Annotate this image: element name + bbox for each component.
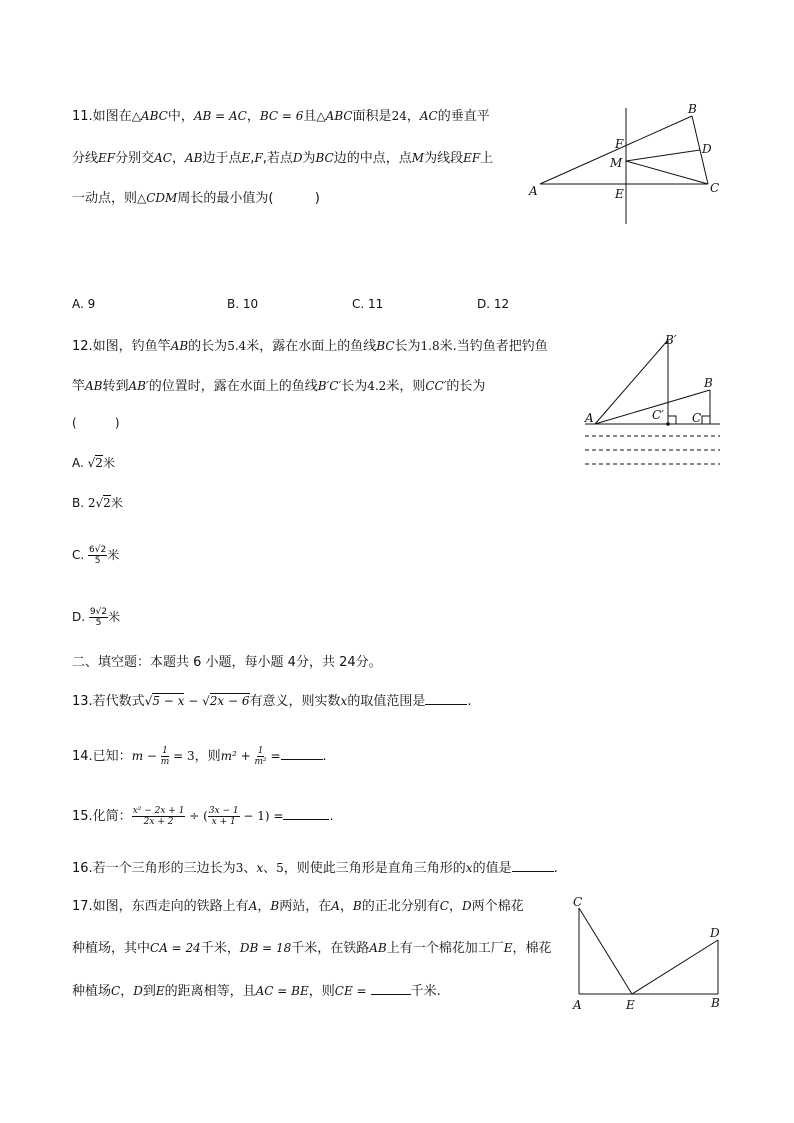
- q11-option-a[interactable]: A. 9: [72, 297, 96, 311]
- q17-label-c: C: [573, 895, 583, 909]
- q11-label-d: D: [702, 142, 712, 156]
- q14-answer-blank[interactable]: [281, 747, 323, 760]
- q17-label-b: B: [711, 996, 720, 1010]
- q12-label-c-prime: C′: [652, 408, 664, 422]
- q11-option-d[interactable]: D. 12: [477, 297, 510, 311]
- q14-fraction-1: $\frac{1}{m}$: [160, 746, 170, 767]
- q11-line2: 分线EF分别交AC，AB边于点E,F,若点D为BC边的中点，点M为线段EF上: [72, 151, 494, 166]
- q11-figure: [520, 100, 730, 230]
- q12-label-b-prime: B′: [665, 333, 677, 347]
- q11-label-e: E: [615, 187, 624, 201]
- q17-line2: 种植场，其中CA = 24千米，DB = 18千米，在铁路AB上有一个棉花加工厂E，棉花: [72, 941, 552, 956]
- q13: 13.若代数式√5 − x − √2x − 6有意义，则实数x的取值范围是 .: [72, 694, 472, 709]
- q15-fraction-2: $\frac{3x - 1}{x + 1}$: [208, 806, 239, 827]
- q17-line-de: [632, 940, 718, 994]
- q11-label-b: B: [688, 102, 697, 116]
- q17-label-a: A: [573, 998, 582, 1012]
- q11-option-b[interactable]: B. 10: [227, 297, 259, 311]
- q12-point-c-prime: [666, 422, 670, 426]
- q16: 16.若一个三角形的三边长为3、x、5，则使此三角形是直角三角形的x的值是 .: [72, 861, 558, 876]
- q13-answer-blank[interactable]: [425, 692, 467, 705]
- q11-option-c[interactable]: C. 11: [352, 297, 384, 311]
- q12-line2: 竿AB转到AB′的位置时，露在水面上的鱼线B′C′长为4.2米，则CC′的长为: [72, 379, 486, 394]
- q14-fraction-2: $\frac{1}{\text{m²}}$: [254, 746, 267, 767]
- q15-answer-blank[interactable]: [283, 807, 329, 820]
- q12-label-c: C: [692, 411, 702, 425]
- q12-option-c[interactable]: C. $\frac{6√2}{5}$ 米: [72, 545, 120, 566]
- q16-answer-blank[interactable]: [512, 859, 554, 872]
- q12-option-b[interactable]: B. 2√2米: [72, 496, 123, 510]
- q12-label-b: B: [704, 376, 713, 390]
- q12-option-d[interactable]: D. $\frac{9√2}{5}$ 米: [72, 607, 121, 628]
- q17-line-ce: [579, 908, 632, 994]
- q17-line3: 种植场C，D到E的距离相等，且AC = BE，则CE = 千米.: [72, 984, 441, 999]
- q15-fraction-1: $\frac{\text{x² − 2x + 1}}{2x + 2}$: [132, 806, 185, 827]
- q11-label-m: M: [610, 156, 623, 170]
- q11-line3: 一动点，则△CDM周长的最小值为( ): [72, 191, 320, 206]
- q12-line1: 12.如图，钓鱼竿AB的长为5.4米，露在水面上的鱼线BC长为1.8米.当钓鱼者把钓鱼: [72, 339, 548, 354]
- q12-option-c-fraction: $\frac{6√2}{5}$: [89, 545, 107, 566]
- q11-mc: [626, 161, 708, 184]
- q17-figure: [560, 890, 740, 1020]
- q17-line1: 17.如图，东西走向的铁路上有A，B两站，在A，B的正北分别有C，D两个棉花: [72, 899, 524, 914]
- q17-label-d: D: [710, 926, 720, 940]
- q12-figure: [580, 330, 730, 470]
- q11-label-c: C: [710, 181, 720, 195]
- q14: 14.已知：m − $\frac{1}{m}$ = 3，则m² + $\frac{1}{\text{m²}}$ = .: [72, 746, 327, 767]
- q11-line1: 11.如图在△ABC中，AB = AC，BC = 6且△ABC面积是24，AC的垂直平: [72, 109, 490, 124]
- q11-label-a: A: [529, 184, 538, 198]
- q12-option-a[interactable]: A. √2米: [72, 456, 115, 470]
- q12-option-d-fraction: $\frac{9√2}{5}$: [89, 607, 108, 628]
- q11-label-f: F: [615, 137, 624, 151]
- q17-label-e: E: [626, 998, 635, 1012]
- q12-label-a: A: [585, 411, 594, 425]
- q17-answer-blank[interactable]: [371, 982, 411, 995]
- q12-paren: ( ): [72, 416, 120, 430]
- q11-md: [626, 150, 700, 161]
- section-2-title: 二、填空题：本题共 6 小题，每小题 4分，共 24分。: [72, 655, 382, 670]
- q15: 15.化简： $\frac{\text{x² − 2x + 1}}{2x + 2}$ ÷ ( $\frac{3x - 1}{x + 1}$ − 1) = .: [72, 806, 334, 827]
- q12-right-angle-c: [702, 416, 710, 424]
